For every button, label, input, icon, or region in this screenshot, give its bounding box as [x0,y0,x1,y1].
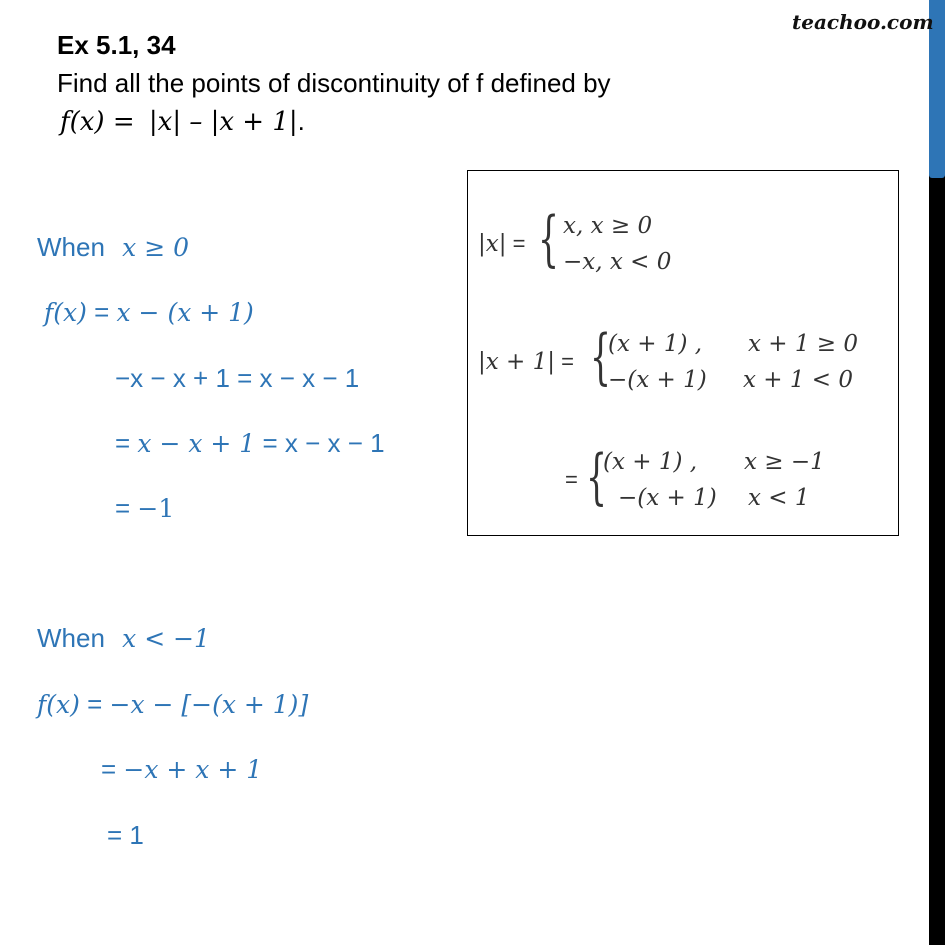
brand-logo: teachoo.com [792,10,934,34]
case1-heading [37,232,189,263]
abs-x1-case2-expr: −(x + 1) [608,367,707,393]
case2-condition: x < −1 [122,624,210,653]
case1-line1-lhs: f(x) [44,298,87,327]
case2-line2 [101,754,262,785]
case1-label: When [37,232,113,262]
definition-lhs: f(x) = [60,107,143,137]
abs-x-label: |x| [478,231,507,257]
case1-condition: x ≥ 0 [122,233,190,262]
case1-line3-math: x − x + 1 [137,429,256,458]
case2-line1-rhs: −x − [−(x + 1)] [109,690,309,719]
abs-x1-label: |x + 1| [478,349,555,375]
case2-line2-eq: = [101,754,124,784]
case2-label: When [37,623,113,653]
case2-line1-eq: = [79,689,110,719]
case1-line4 [115,493,174,524]
case2-line1-lhs: f(x) [37,690,80,719]
brace-icon: { [538,204,560,274]
abs-x1-case1-cond: x + 1 ≥ 0 [748,331,859,357]
question-text: Find all the points of discontinuity of f defined by [57,68,611,98]
case1-line1-rhs: x − (x + 1) [116,298,254,327]
definition-end: . [297,106,305,136]
brace-icon: { [586,442,608,512]
abs-x-lhs [478,231,525,257]
case1-line1-eq: = [86,297,117,327]
abs-x1-case3-expr: (x + 1) , [603,449,698,475]
abs-x-case2: −x, x < 0 [563,249,672,275]
function-definition [60,106,305,137]
abs-x1-case4-expr: −(x + 1) [618,485,717,511]
abs-x1-eq2: = [565,467,578,492]
abs-x-case1: x, x ≥ 0 [563,213,653,239]
case1-line4-eq: = [115,493,138,523]
exercise-title: Ex 5.1, 34 [57,30,176,60]
case1-line3-eq: = [115,428,138,458]
case1-line2: −x − x + 1 = x − x − 1 [115,363,360,393]
abs-x1-case1-expr: (x + 1) , [608,331,703,357]
case2-line2-math: −x + x + 1 [123,755,263,784]
definition-box [467,170,899,536]
abs-x1-lhs [478,349,574,375]
abs-x1-case4-cond: x < 1 [748,485,810,511]
abs-x1-case3-cond: x ≥ −1 [744,449,825,475]
case1-line3-rest: = x − x − 1 [255,428,385,458]
abs-x1-eq: = [555,349,574,374]
case1-line3 [115,428,385,459]
abs-x1-case2-cond: x + 1 < 0 [743,367,854,393]
case1-line4-math: −1 [137,494,175,523]
case2-line3: = 1 [107,820,144,850]
case2-line1 [37,689,308,720]
case2-heading [37,623,210,654]
definition-rhs: |x| – |x + 1| [148,107,298,137]
brace-icon: { [590,322,612,392]
case1-line1 [44,297,254,328]
abs-x-eq: = [506,231,526,256]
